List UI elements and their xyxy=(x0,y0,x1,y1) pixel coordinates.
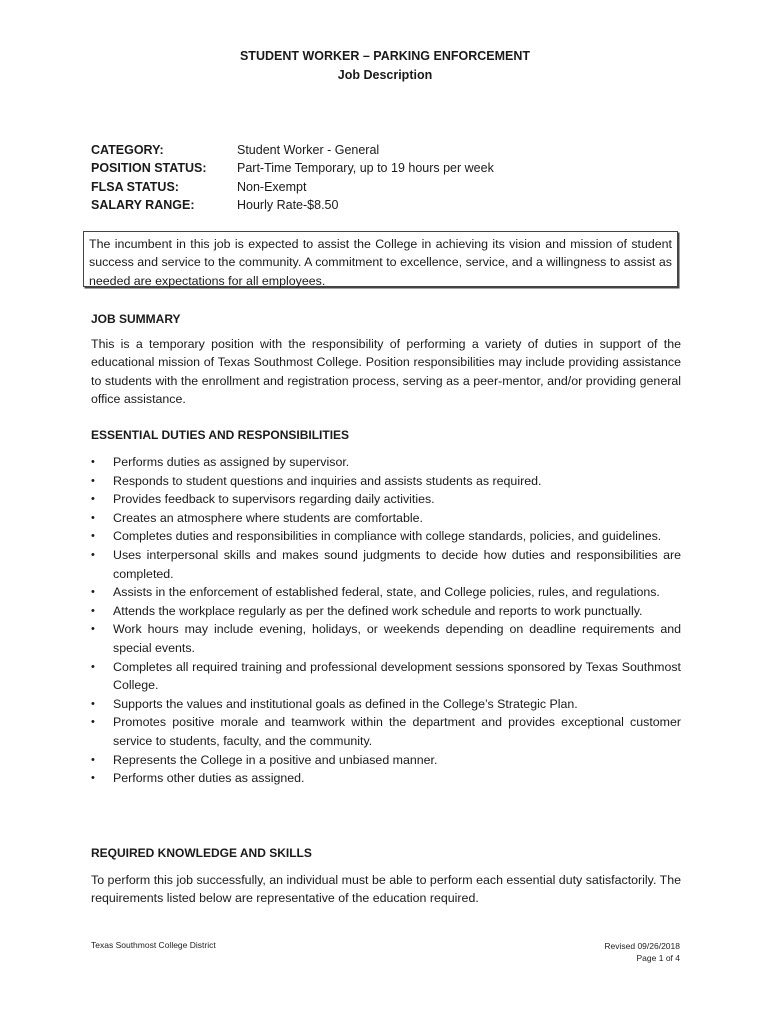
list-item xyxy=(91,453,681,472)
list-item xyxy=(91,751,681,770)
list-item xyxy=(91,472,681,491)
bullet-icon: • xyxy=(91,456,95,468)
duty-text: Work hours may include evening, holidays, or weekends depending on deadline requirements and special events. xyxy=(113,622,681,655)
duty-text: Provides feedback to supervisors regarding daily activities. xyxy=(113,492,435,507)
job-summary-heading: JOB SUMMARY xyxy=(91,312,181,326)
footer-revised-date: Revised 09/26/2018 xyxy=(604,941,680,951)
list-item xyxy=(91,602,681,621)
list-item xyxy=(91,509,681,528)
bullet-icon: • xyxy=(91,511,95,524)
list-item xyxy=(91,546,681,583)
footer-revision xyxy=(604,940,680,964)
info-label: POSITION STATUS: xyxy=(91,161,207,176)
duties-heading: ESSENTIAL DUTIES AND RESPONSIBILITIES xyxy=(91,428,350,442)
duty-text: Uses interpersonal skills and makes sound judgments to decide how duties and responsibilities are completed. xyxy=(113,547,681,581)
bullet-icon: • xyxy=(91,604,95,617)
bullet-icon: • xyxy=(91,753,95,766)
info-label: CATEGORY: xyxy=(91,143,164,157)
duty-text: Performs duties as assigned by supervisor. xyxy=(113,455,350,469)
info-value: Hourly Rate-$8.50 xyxy=(237,197,339,212)
bullet-icon: • xyxy=(91,660,95,673)
list-item xyxy=(91,527,681,546)
list-item xyxy=(91,713,681,750)
footer-page-number: Page 1 of 4 xyxy=(636,953,680,963)
duty-text: Supports the values and institutional goals as defined in the College’s Strategic Plan. xyxy=(113,696,578,711)
duty-text: Represents the College in a positive and unbiased manner. xyxy=(113,752,438,767)
info-label: FLSA STATUS: xyxy=(91,179,179,194)
knowledge-heading: REQUIRED KNOWLEDGE AND SKILLS xyxy=(91,846,312,860)
knowledge-text: To perform this job successfully, an individual must be able to perform each essential duty satisfactorily. The requirements listed below are representative of the education required. xyxy=(91,873,681,906)
duty-text: Assists in the enforcement of established federal, state, and College policies, rules, and regulations. xyxy=(113,585,660,600)
bullet-icon: • xyxy=(91,716,95,729)
bullet-icon: • xyxy=(91,530,95,543)
bullet-icon: • xyxy=(91,493,95,506)
duty-text: Completes all required training and professional development sessions sponsored by Texas Southmost College. xyxy=(113,659,681,693)
list-item xyxy=(91,769,681,788)
duty-text: Responds to student questions and inquiries and assists students as required. xyxy=(113,473,542,488)
list-item xyxy=(91,583,681,602)
position-info-table xyxy=(91,141,494,214)
bullet-icon: • xyxy=(91,474,95,487)
document-subtitle: Job Description xyxy=(337,68,433,82)
duties-list xyxy=(91,453,681,788)
info-value: Part-Time Temporary, up to 19 hours per week xyxy=(237,161,494,176)
info-row-flsa-status xyxy=(91,178,494,196)
bullet-icon: • xyxy=(91,772,95,785)
info-row-category xyxy=(91,141,494,159)
duty-text: Completes duties and responsibilities in compliance with college standards, policies, and guidelines. xyxy=(113,529,662,544)
duty-text: Attends the workplace regularly as per the defined work schedule and reports to work punctually. xyxy=(113,603,643,618)
info-row-salary-range xyxy=(91,196,494,214)
duty-text: Promotes positive morale and teamwork within the department and provides exceptional customer service to students, faculty, and the community. xyxy=(113,715,681,748)
bullet-icon: • xyxy=(91,697,95,710)
list-item xyxy=(91,695,681,714)
list-item xyxy=(91,490,681,509)
job-summary-text: This is a temporary position with the responsibility of performing a variety of duties in support of the educational mission of Texas Southmost College. Position responsibilities may include providing assistance to students with the enrollment and registration process, serving as a peer-mentor, and/or providing general office assistance. xyxy=(91,337,681,406)
list-item xyxy=(91,658,681,695)
bullet-icon: • xyxy=(91,548,95,561)
document-title: STUDENT WORKER – PARKING ENFORCEMENT xyxy=(239,49,531,63)
footer-district: Texas Southmost College District xyxy=(91,940,216,950)
info-label: SALARY RANGE: xyxy=(91,197,195,212)
bullet-icon: • xyxy=(91,586,95,599)
duty-text: Creates an atmosphere where students are comfortable. xyxy=(113,510,423,525)
info-value: Student Worker - General xyxy=(237,143,380,157)
list-item xyxy=(91,620,681,657)
expectations-statement-box: The incumbent in this job is expected to assist the College in achieving its vision and mission of student success and service to the community. A commitment to excellence, service, and a willingness to assist as needed are expectations for all employees. xyxy=(83,231,678,287)
bullet-icon: • xyxy=(91,623,95,636)
duty-text: Performs other duties as assigned. xyxy=(113,771,305,786)
info-row-position-status xyxy=(91,159,494,177)
info-value: Non-Exempt xyxy=(237,179,307,194)
